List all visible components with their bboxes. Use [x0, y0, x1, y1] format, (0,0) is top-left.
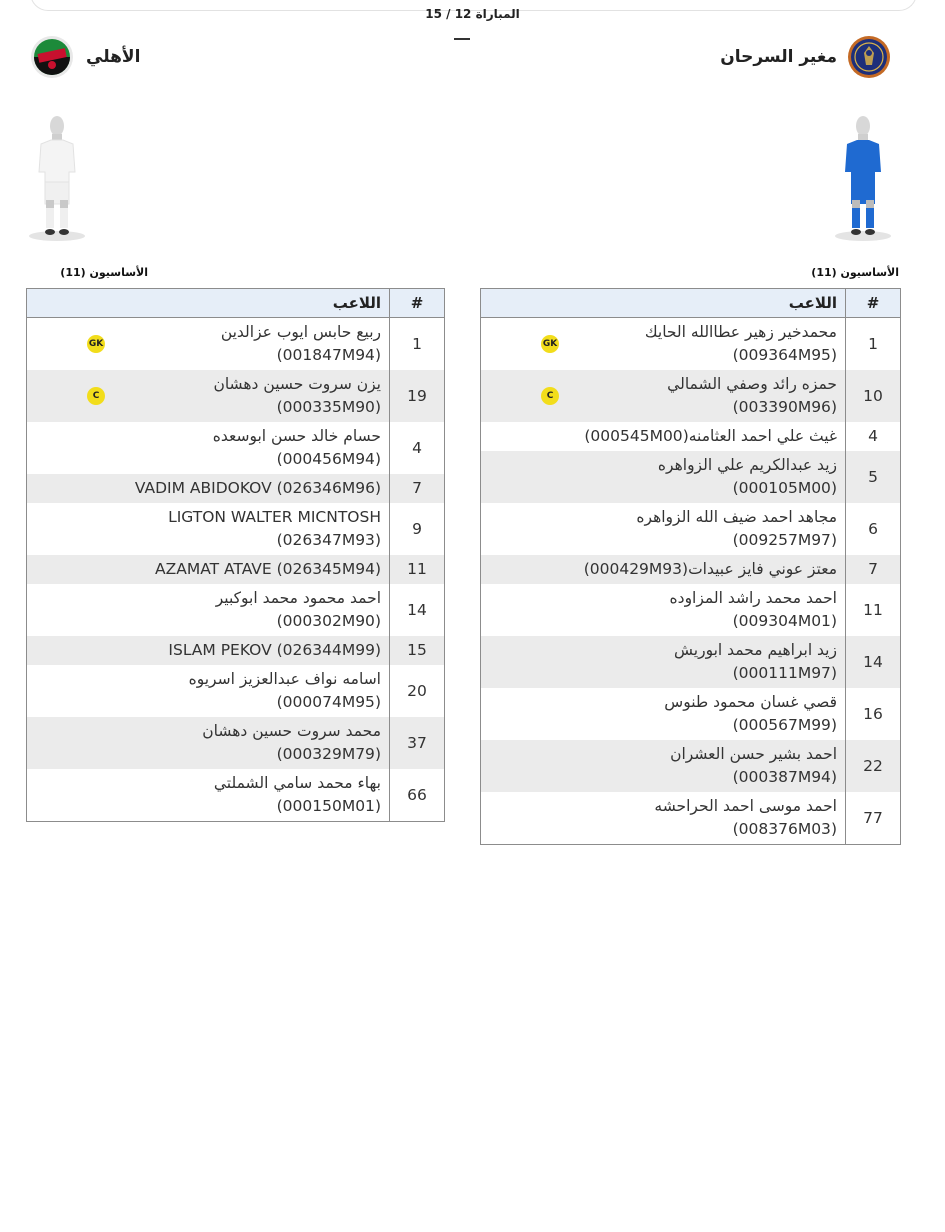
- player-number: 1: [390, 318, 445, 371]
- table-row[interactable]: [27, 474, 445, 503]
- table-row[interactable]: [481, 584, 901, 636]
- away-lineup-body: [27, 318, 445, 822]
- table-row[interactable]: [27, 422, 445, 474]
- table-row[interactable]: [481, 370, 901, 422]
- player-cell[interactable]: [481, 451, 846, 503]
- club-crest-icon: [30, 35, 74, 79]
- player-cell[interactable]: [481, 422, 846, 451]
- player-number: 14: [846, 636, 901, 688]
- column-header-number: #: [846, 289, 901, 318]
- away-team-name: الأهلي: [86, 47, 141, 67]
- player-name[interactable]: محمدخير زهير عطاالله الحايك (009364M95): [644, 323, 837, 364]
- home-lineup-body: [481, 318, 901, 845]
- player-cell[interactable]: [481, 370, 846, 422]
- player-name[interactable]: اسامه نواف عبدالعزيز اسريوه (000074M95): [188, 670, 381, 711]
- player-name[interactable]: بهاء محمد سامي الشملتي (000150M01): [213, 774, 381, 815]
- player-name[interactable]: احمد موسى احمد الحراحشه (008376M03): [654, 797, 837, 838]
- player-name[interactable]: مجاهد احمد ضيف الله الزواهره (009257M97): [636, 508, 837, 549]
- player-number: 19: [390, 370, 445, 422]
- player-cell[interactable]: [481, 503, 846, 555]
- club-crest-icon: [847, 35, 891, 79]
- player-cell[interactable]: [481, 318, 846, 371]
- table-row[interactable]: [27, 555, 445, 584]
- player-cell[interactable]: [481, 740, 846, 792]
- table-row[interactable]: [27, 636, 445, 665]
- home-team-name: مغير السرحان: [720, 47, 837, 67]
- table-row[interactable]: [27, 503, 445, 555]
- table-row[interactable]: [27, 370, 445, 422]
- player-cell[interactable]: [481, 584, 846, 636]
- player-name[interactable]: محمد سروت حسين دهشان (000329M79): [202, 722, 381, 763]
- table-row[interactable]: [27, 318, 445, 371]
- player-name[interactable]: غيث علي احمد العثامنه(000545M00): [584, 427, 837, 445]
- table-row[interactable]: [481, 503, 901, 555]
- player-cell[interactable]: [27, 422, 390, 474]
- player-cell[interactable]: [27, 370, 390, 422]
- player-name[interactable]: زيد عبدالكريم علي الزواهره (000105M00): [657, 456, 837, 497]
- player-cell[interactable]: [27, 636, 390, 665]
- goalkeeper-badge: GK: [87, 335, 105, 353]
- away-lineup-table: [26, 288, 445, 822]
- table-row[interactable]: [27, 584, 445, 636]
- player-cell[interactable]: [481, 792, 846, 845]
- table-row[interactable]: [481, 318, 901, 371]
- player-cell[interactable]: [481, 555, 846, 584]
- match-number: المباراة 12 / 15: [425, 7, 520, 21]
- player-number: 11: [390, 555, 445, 584]
- table-row[interactable]: [481, 636, 901, 688]
- player-number: 77: [846, 792, 901, 845]
- player-cell[interactable]: [27, 769, 390, 822]
- player-number: 11: [846, 584, 901, 636]
- player-cell[interactable]: [27, 503, 390, 555]
- player-number: 4: [846, 422, 901, 451]
- player-name[interactable]: ISLAM PEKOV (026344M99): [168, 641, 381, 659]
- player-cell[interactable]: [27, 717, 390, 769]
- player-number: 1: [846, 318, 901, 371]
- player-number: 14: [390, 584, 445, 636]
- table-row[interactable]: [481, 792, 901, 845]
- player-cell[interactable]: [27, 555, 390, 584]
- table-row[interactable]: [481, 451, 901, 503]
- player-number: 7: [846, 555, 901, 584]
- player-name[interactable]: احمد محمود محمد ابوكبير (000302M90): [215, 589, 381, 630]
- captain-badge: C: [541, 387, 559, 405]
- goalkeeper-badge: GK: [541, 335, 559, 353]
- table-row[interactable]: [27, 769, 445, 822]
- player-number: 5: [846, 451, 901, 503]
- player-number: 20: [390, 665, 445, 717]
- player-cell[interactable]: [481, 688, 846, 740]
- player-number: 16: [846, 688, 901, 740]
- table-row[interactable]: [481, 740, 901, 792]
- home-starters-title: الأساسيون (11): [811, 266, 899, 279]
- player-number: 9: [390, 503, 445, 555]
- home-team-header[interactable]: [720, 34, 891, 80]
- player-number: 6: [846, 503, 901, 555]
- home-lineup-table: [480, 288, 901, 845]
- player-number: 37: [390, 717, 445, 769]
- player-number: 22: [846, 740, 901, 792]
- player-name[interactable]: AZAMAT ATAVE (026345M94): [155, 560, 381, 578]
- table-row[interactable]: [27, 717, 445, 769]
- home-kit-icon: [833, 112, 893, 242]
- table-row[interactable]: [481, 688, 901, 740]
- player-name[interactable]: حسام خالد حسن ابوسعده (000456M94): [212, 427, 381, 468]
- player-name[interactable]: احمد محمد راشد المزاوده (009304M01): [669, 589, 837, 630]
- player-number: 15: [390, 636, 445, 665]
- player-cell[interactable]: [27, 474, 390, 503]
- column-header-number: #: [390, 289, 445, 318]
- player-name[interactable]: احمد بشير حسن العشران (000387M94): [670, 745, 837, 786]
- table-row[interactable]: [481, 422, 901, 451]
- player-cell[interactable]: [27, 318, 390, 371]
- captain-badge: C: [87, 387, 105, 405]
- player-name[interactable]: VADIM ABIDOKOV (026346M96): [134, 479, 381, 497]
- away-team-header[interactable]: [30, 34, 140, 80]
- column-header-player: اللاعب: [481, 289, 846, 318]
- table-row[interactable]: [27, 665, 445, 717]
- player-number: 4: [390, 422, 445, 474]
- player-number: 7: [390, 474, 445, 503]
- player-cell[interactable]: [27, 584, 390, 636]
- player-name[interactable]: LIGTON WALTER MICNTOSH (026347M93): [168, 508, 381, 549]
- player-name[interactable]: حمزه رائد وصفي الشمالي (003390M96): [667, 375, 837, 416]
- away-starters-title: الأساسيون (11): [60, 266, 148, 279]
- table-row[interactable]: [481, 555, 901, 584]
- player-name[interactable]: يزن سروت حسين دهشان (000335M90): [213, 375, 381, 416]
- column-header-player: اللاعب: [27, 289, 390, 318]
- player-name[interactable]: زيد ابراهيم محمد ابوريش (000111M97): [674, 641, 837, 682]
- player-number: 10: [846, 370, 901, 422]
- score-separator: [454, 38, 470, 40]
- player-name[interactable]: ربيع حابس ايوب عزالدين (001847M94): [220, 323, 381, 364]
- player-name[interactable]: معتز عوني فايز عبيدات(000429M93): [583, 560, 837, 578]
- away-kit-icon: [27, 112, 87, 242]
- player-cell[interactable]: [481, 636, 846, 688]
- player-cell[interactable]: [27, 665, 390, 717]
- player-name[interactable]: قصي غسان محمود طنوس (000567M99): [664, 693, 837, 734]
- player-number: 66: [390, 769, 445, 822]
